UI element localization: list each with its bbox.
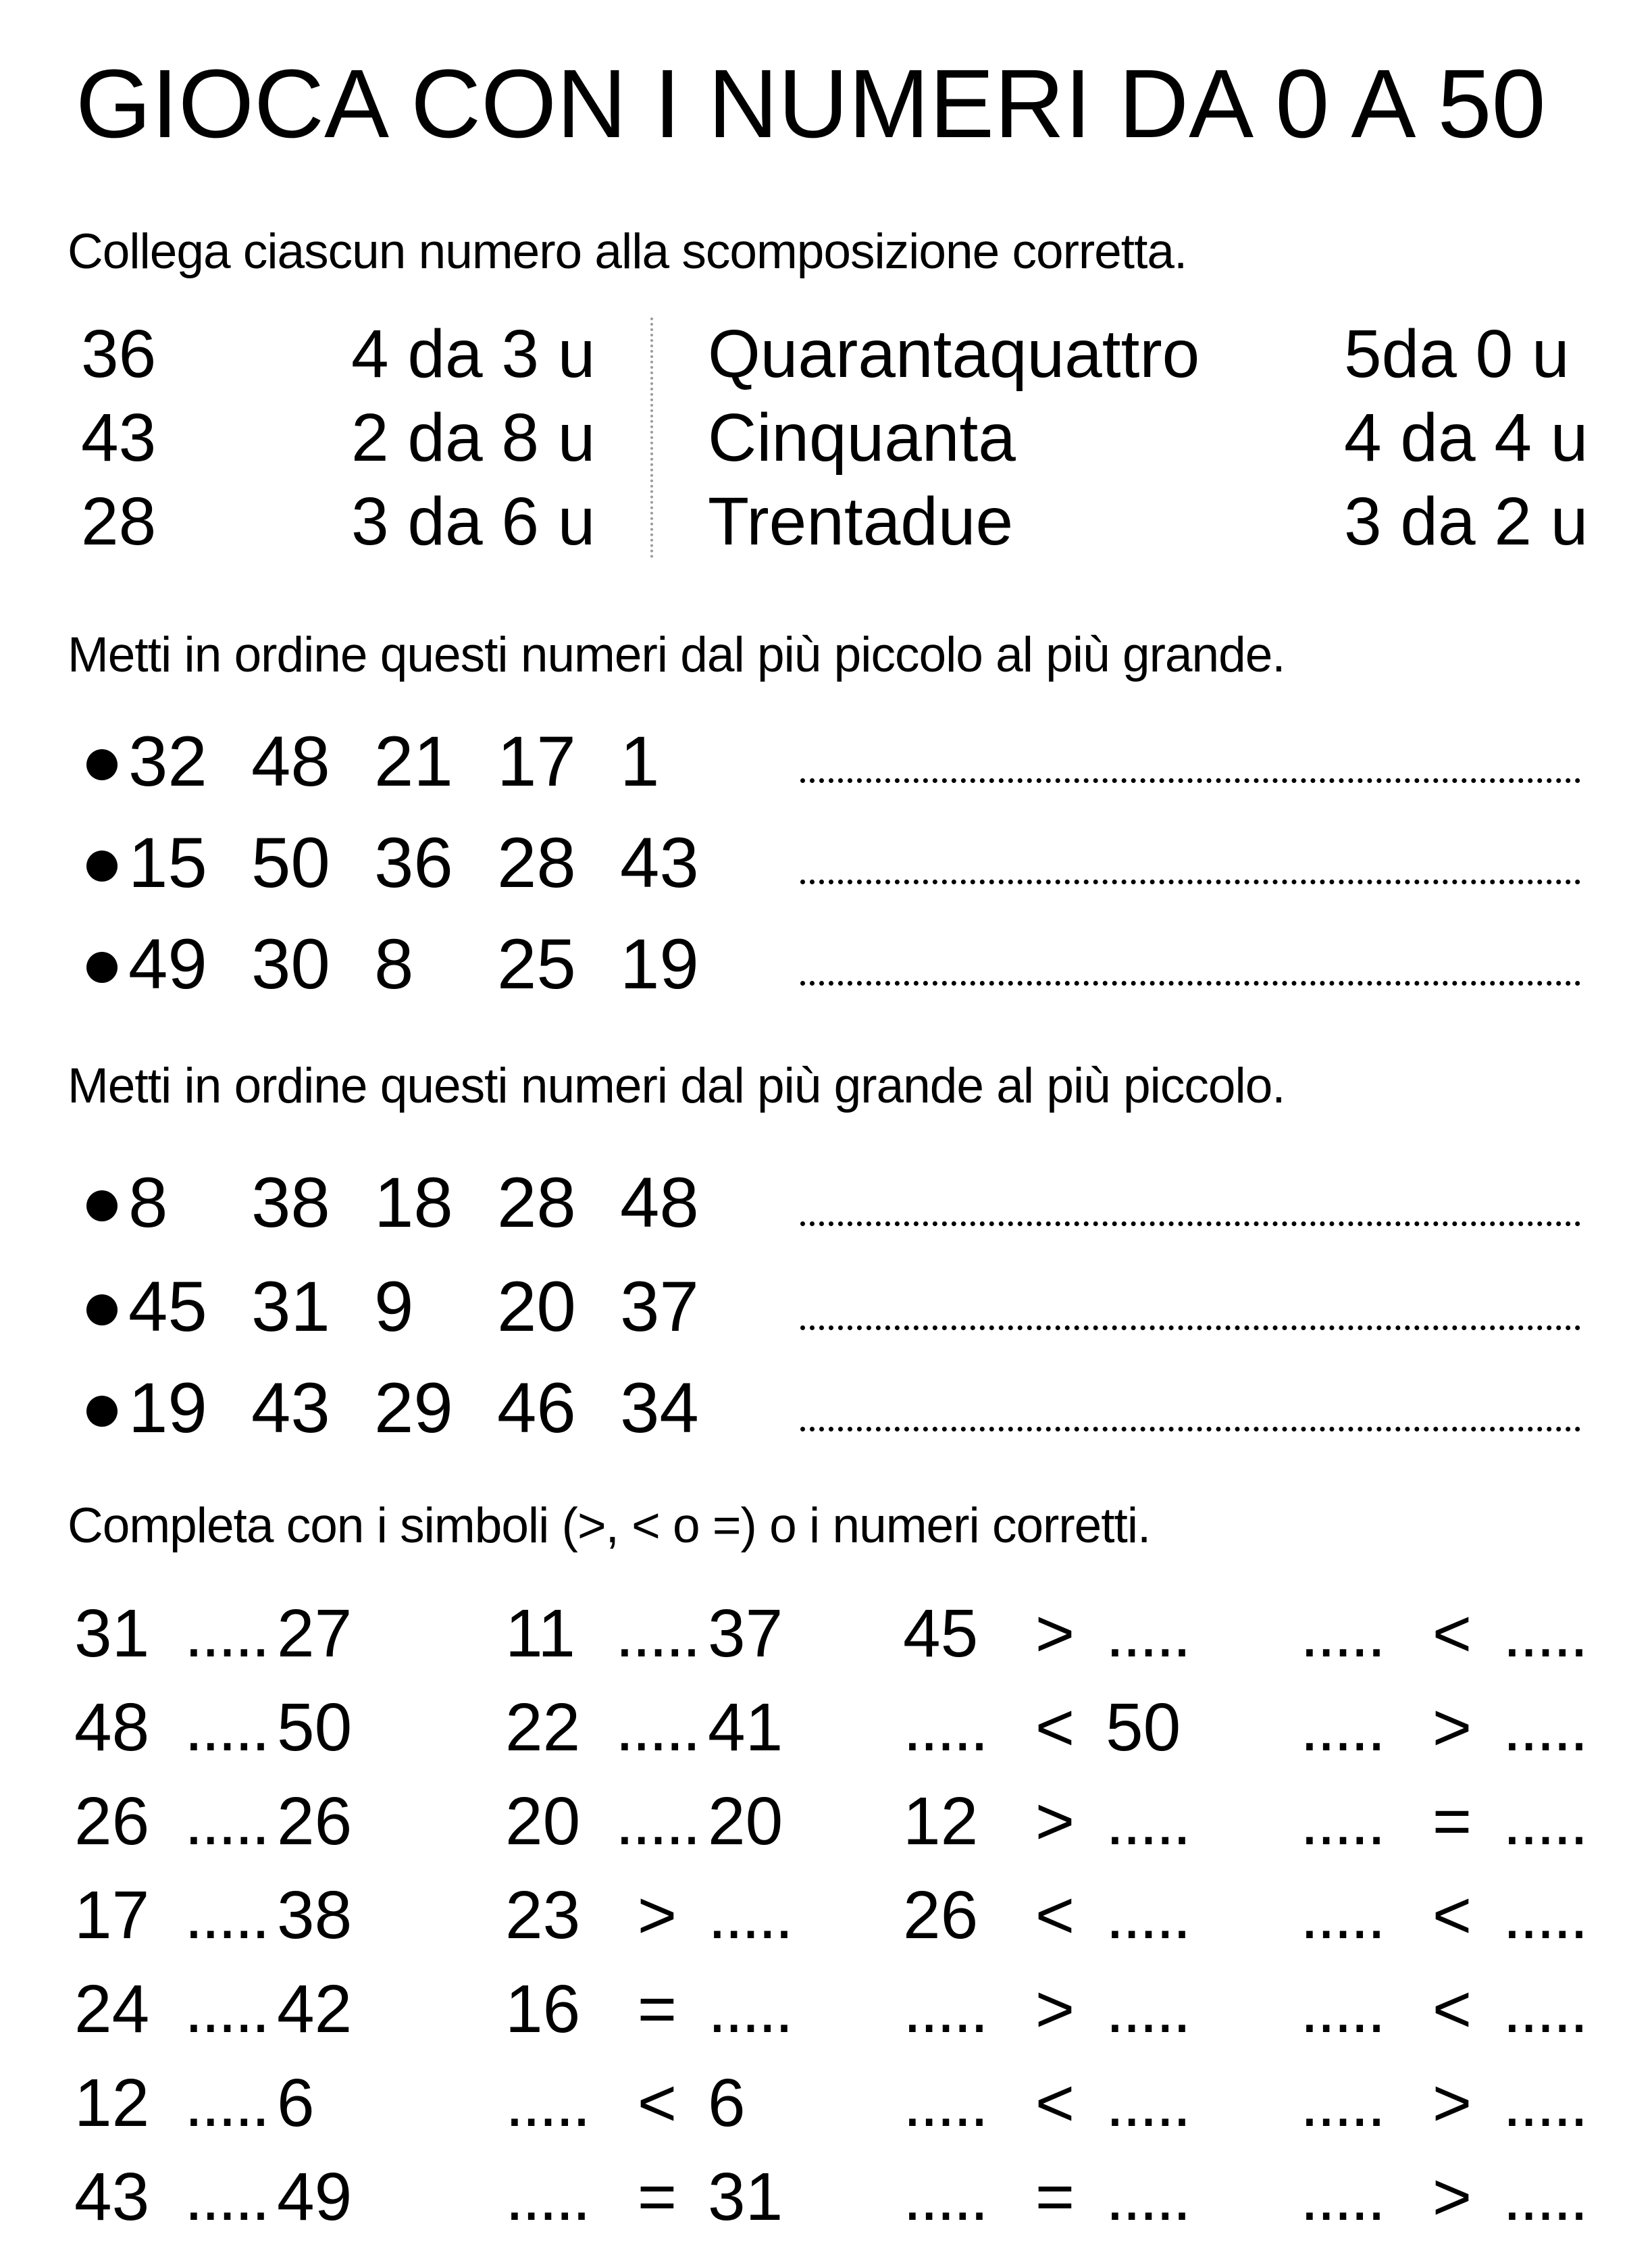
compare-right: 26 bbox=[277, 1783, 353, 1859]
instruction-descending: Metti in ordine questi numeri dal più grande al più piccolo. bbox=[68, 1059, 1285, 1113]
compare-operator: < bbox=[1035, 1690, 1075, 1765]
answer-blank[interactable]: ..... bbox=[184, 1877, 268, 1953]
bullet-icon bbox=[86, 851, 118, 882]
compare-left: 12 bbox=[903, 1783, 979, 1859]
compare-operator: = bbox=[637, 2159, 677, 2235]
answer-blank[interactable]: ..... bbox=[505, 2065, 589, 2141]
compare-operator: < bbox=[1432, 1596, 1472, 1671]
sequence-number: 17 bbox=[497, 722, 576, 801]
answer-blank[interactable]: ..... bbox=[1503, 1971, 1586, 2047]
compare-right: 50 bbox=[277, 1690, 353, 1765]
match-number: 43 bbox=[81, 400, 157, 476]
answer-blank[interactable]: ..... bbox=[1300, 2159, 1384, 2235]
sequence-number: 46 bbox=[497, 1369, 576, 1448]
compare-left: 24 bbox=[74, 1971, 150, 2047]
compare-right: 31 bbox=[708, 2159, 783, 2235]
answer-blank[interactable]: ..... bbox=[1106, 2065, 1189, 2141]
answer-blank[interactable]: ..... bbox=[184, 1783, 268, 1859]
answer-blank[interactable]: ..... bbox=[1300, 1971, 1384, 2047]
sequence-number: 36 bbox=[374, 823, 453, 903]
compare-left: 16 bbox=[505, 1971, 581, 2047]
sequence-number: 43 bbox=[620, 823, 699, 903]
compare-operator: < bbox=[1432, 1877, 1472, 1953]
answer-blank[interactable]: ..... bbox=[903, 2065, 987, 2141]
answer-blank[interactable]: ..... bbox=[1300, 1783, 1384, 1859]
answer-blank[interactable]: ..... bbox=[1503, 1596, 1586, 1671]
answer-blank[interactable]: ..... bbox=[903, 1971, 987, 2047]
answer-blank[interactable]: ..... bbox=[1503, 1877, 1586, 1953]
compare-operator: < bbox=[1432, 1971, 1472, 2047]
compare-exercise bbox=[903, 1690, 1181, 1765]
answer-blank[interactable]: ..... bbox=[903, 1690, 987, 1765]
sequence-number: 19 bbox=[620, 925, 699, 1004]
answer-blank[interactable]: ..... bbox=[184, 2065, 268, 2141]
sequence-number: 8 bbox=[128, 1163, 168, 1242]
sequence-row bbox=[86, 925, 743, 1004]
answer-blank[interactable]: ..... bbox=[1300, 1690, 1384, 1765]
sequence-number: 48 bbox=[251, 722, 330, 801]
compare-left: 26 bbox=[74, 1783, 150, 1859]
bullet-icon bbox=[86, 1190, 118, 1221]
sequence-number: 37 bbox=[620, 1267, 699, 1346]
sequence-row bbox=[86, 1267, 743, 1346]
compare-exercise bbox=[903, 1971, 1189, 2047]
sequence-number: 49 bbox=[128, 925, 207, 1004]
compare-exercise bbox=[74, 1971, 353, 2047]
sequence-row bbox=[86, 722, 743, 801]
compare-exercise bbox=[505, 2065, 746, 2141]
sequence-number: 21 bbox=[374, 722, 453, 801]
sequence-number: 20 bbox=[497, 1267, 576, 1346]
compare-exercise bbox=[903, 2159, 1189, 2235]
answer-blank[interactable]: ..... bbox=[1503, 2159, 1586, 2235]
answer-blank[interactable]: ..... bbox=[1106, 1877, 1189, 1953]
answer-blank[interactable]: ..... bbox=[1106, 2159, 1189, 2235]
answer-blank[interactable]: ..... bbox=[1503, 1690, 1586, 1765]
answer-line[interactable] bbox=[800, 880, 1580, 884]
match-decomposition: 3 da 6 u bbox=[351, 484, 596, 559]
compare-operator: > bbox=[1035, 1971, 1075, 2047]
page-title: GIOCA CON I NUMERI DA 0 A 50 bbox=[76, 49, 1546, 158]
sequence-number: 25 bbox=[497, 925, 576, 1004]
compare-exercise bbox=[505, 1971, 792, 2047]
answer-line[interactable] bbox=[800, 1427, 1580, 1431]
answer-line[interactable] bbox=[800, 981, 1580, 986]
bullet-icon bbox=[86, 749, 118, 780]
match-decomposition: 3 da 2 u bbox=[1344, 484, 1589, 559]
compare-operator: > bbox=[637, 1877, 677, 1953]
sequence-row bbox=[86, 1369, 743, 1448]
compare-exercise bbox=[1300, 1596, 1586, 1671]
answer-line[interactable] bbox=[800, 778, 1580, 783]
compare-operator: < bbox=[1035, 1877, 1075, 1953]
sequence-number: 19 bbox=[128, 1369, 207, 1448]
compare-right: 41 bbox=[708, 1690, 783, 1765]
sequence-number: 29 bbox=[374, 1369, 453, 1448]
match-decomposition: 4 da 4 u bbox=[1344, 400, 1589, 476]
compare-exercise bbox=[74, 1783, 353, 1859]
sequence-number: 48 bbox=[620, 1163, 699, 1242]
match-decomposition: 4 da 3 u bbox=[351, 316, 596, 392]
compare-exercise bbox=[1300, 1971, 1586, 2047]
sequence-number: 8 bbox=[374, 925, 414, 1004]
answer-blank[interactable]: ..... bbox=[1503, 2065, 1586, 2141]
answer-blank[interactable]: ..... bbox=[1106, 1971, 1189, 2047]
compare-exercise bbox=[505, 1596, 783, 1671]
match-word: Cinquanta bbox=[708, 400, 1016, 476]
answer-blank[interactable]: ..... bbox=[615, 1596, 699, 1671]
instruction-ascending: Metti in ordine questi numeri dal più piccolo al più grande. bbox=[68, 628, 1285, 682]
compare-exercise bbox=[74, 1690, 353, 1765]
instruction-match: Collega ciascun numero alla scomposizione corretta. bbox=[68, 224, 1187, 279]
compare-exercise bbox=[74, 2065, 315, 2141]
compare-exercise bbox=[1300, 2159, 1586, 2235]
bullet-icon bbox=[86, 952, 118, 983]
answer-blank[interactable]: ..... bbox=[184, 1690, 268, 1765]
compare-left: 23 bbox=[505, 1877, 581, 1953]
answer-blank[interactable]: ..... bbox=[1300, 1596, 1384, 1671]
instruction-compare: Completa con i simboli (>, < o =) o i numeri corretti. bbox=[68, 1498, 1151, 1553]
match-decomposition: 5da 0 u bbox=[1344, 316, 1570, 392]
bullet-icon bbox=[86, 1294, 118, 1325]
compare-exercise bbox=[1300, 1877, 1586, 1953]
compare-operator: > bbox=[1432, 2159, 1472, 2235]
compare-exercise bbox=[505, 1877, 792, 1953]
compare-operator: > bbox=[1432, 1690, 1472, 1765]
compare-exercise bbox=[505, 1783, 783, 1859]
compare-right: 20 bbox=[708, 1783, 783, 1859]
answer-blank[interactable]: ..... bbox=[708, 1971, 792, 2047]
compare-left: 22 bbox=[505, 1690, 581, 1765]
sequence-number: 9 bbox=[374, 1267, 414, 1346]
compare-operator: < bbox=[637, 2065, 677, 2141]
sequence-number: 31 bbox=[251, 1267, 330, 1346]
match-number: 28 bbox=[81, 484, 157, 559]
compare-operator: > bbox=[1035, 1783, 1075, 1859]
compare-exercise bbox=[74, 2159, 353, 2235]
sequence-number: 45 bbox=[128, 1267, 207, 1346]
compare-operator: > bbox=[1035, 1596, 1075, 1671]
answer-line[interactable] bbox=[800, 1325, 1580, 1330]
compare-exercise bbox=[74, 1877, 353, 1953]
compare-left: 26 bbox=[903, 1877, 979, 1953]
match-decomposition: 2 da 8 u bbox=[351, 400, 596, 476]
compare-exercise bbox=[1300, 2065, 1586, 2141]
compare-right: 50 bbox=[1106, 1690, 1181, 1765]
compare-right: 6 bbox=[708, 2065, 746, 2141]
sequence-number: 32 bbox=[128, 722, 207, 801]
compare-right: 49 bbox=[277, 2159, 353, 2235]
answer-blank[interactable]: ..... bbox=[615, 1690, 699, 1765]
compare-exercise bbox=[1300, 1690, 1586, 1765]
compare-operator: = bbox=[1432, 1783, 1472, 1859]
compare-right: 6 bbox=[277, 2065, 315, 2141]
answer-blank[interactable]: ..... bbox=[184, 1971, 268, 2047]
answer-blank[interactable]: ..... bbox=[505, 2159, 589, 2235]
sequence-number: 30 bbox=[251, 925, 330, 1004]
sequence-number: 50 bbox=[251, 823, 330, 903]
compare-exercise bbox=[903, 2065, 1189, 2141]
match-number: 36 bbox=[81, 316, 157, 392]
match-word: Trentadue bbox=[708, 484, 1014, 559]
answer-blank[interactable]: ..... bbox=[1300, 2065, 1384, 2141]
answer-blank[interactable]: ..... bbox=[1106, 1783, 1189, 1859]
bullet-icon bbox=[86, 1396, 118, 1427]
compare-left: 43 bbox=[74, 2159, 150, 2235]
sequence-number: 15 bbox=[128, 823, 207, 903]
sequence-number: 34 bbox=[620, 1369, 699, 1448]
compare-exercise bbox=[903, 1783, 1189, 1859]
compare-left: 17 bbox=[74, 1877, 150, 1953]
column-divider bbox=[650, 318, 653, 558]
answer-blank[interactable]: ..... bbox=[708, 1877, 792, 1953]
sequence-number: 28 bbox=[497, 823, 576, 903]
compare-right: 37 bbox=[708, 1596, 783, 1671]
match-word: Quarantaquattro bbox=[708, 316, 1200, 392]
compare-exercise bbox=[74, 1596, 353, 1671]
compare-left: 45 bbox=[903, 1596, 979, 1671]
compare-left: 48 bbox=[74, 1690, 150, 1765]
compare-exercise bbox=[1300, 1783, 1586, 1859]
answer-blank[interactable]: ..... bbox=[184, 1596, 268, 1671]
compare-right: 38 bbox=[277, 1877, 353, 1953]
answer-blank[interactable]: ..... bbox=[903, 2159, 987, 2235]
sequence-number: 43 bbox=[251, 1369, 330, 1448]
compare-left: 12 bbox=[74, 2065, 150, 2141]
compare-exercise bbox=[903, 1596, 1189, 1671]
compare-right: 27 bbox=[277, 1596, 353, 1671]
compare-left: 31 bbox=[74, 1596, 150, 1671]
answer-blank[interactable]: ..... bbox=[1300, 1877, 1384, 1953]
answer-blank[interactable]: ..... bbox=[184, 2159, 268, 2235]
compare-exercise bbox=[903, 1877, 1189, 1953]
compare-left: 11 bbox=[505, 1596, 575, 1671]
sequence-number: 1 bbox=[620, 722, 660, 801]
sequence-row bbox=[86, 1163, 743, 1242]
sequence-row bbox=[86, 823, 743, 903]
answer-blank[interactable]: ..... bbox=[615, 1783, 699, 1859]
compare-exercise bbox=[505, 1690, 783, 1765]
compare-operator: < bbox=[1035, 2065, 1075, 2141]
compare-operator: = bbox=[637, 1971, 677, 2047]
sequence-number: 28 bbox=[497, 1163, 576, 1242]
compare-operator: = bbox=[1035, 2159, 1075, 2235]
compare-exercise bbox=[505, 2159, 783, 2235]
sequence-number: 38 bbox=[251, 1163, 330, 1242]
answer-blank[interactable]: ..... bbox=[1106, 1596, 1189, 1671]
compare-left: 20 bbox=[505, 1783, 581, 1859]
compare-operator: > bbox=[1432, 2065, 1472, 2141]
answer-blank[interactable]: ..... bbox=[1503, 1783, 1586, 1859]
sequence-number: 18 bbox=[374, 1163, 453, 1242]
compare-right: 42 bbox=[277, 1971, 353, 2047]
answer-line[interactable] bbox=[800, 1221, 1580, 1226]
